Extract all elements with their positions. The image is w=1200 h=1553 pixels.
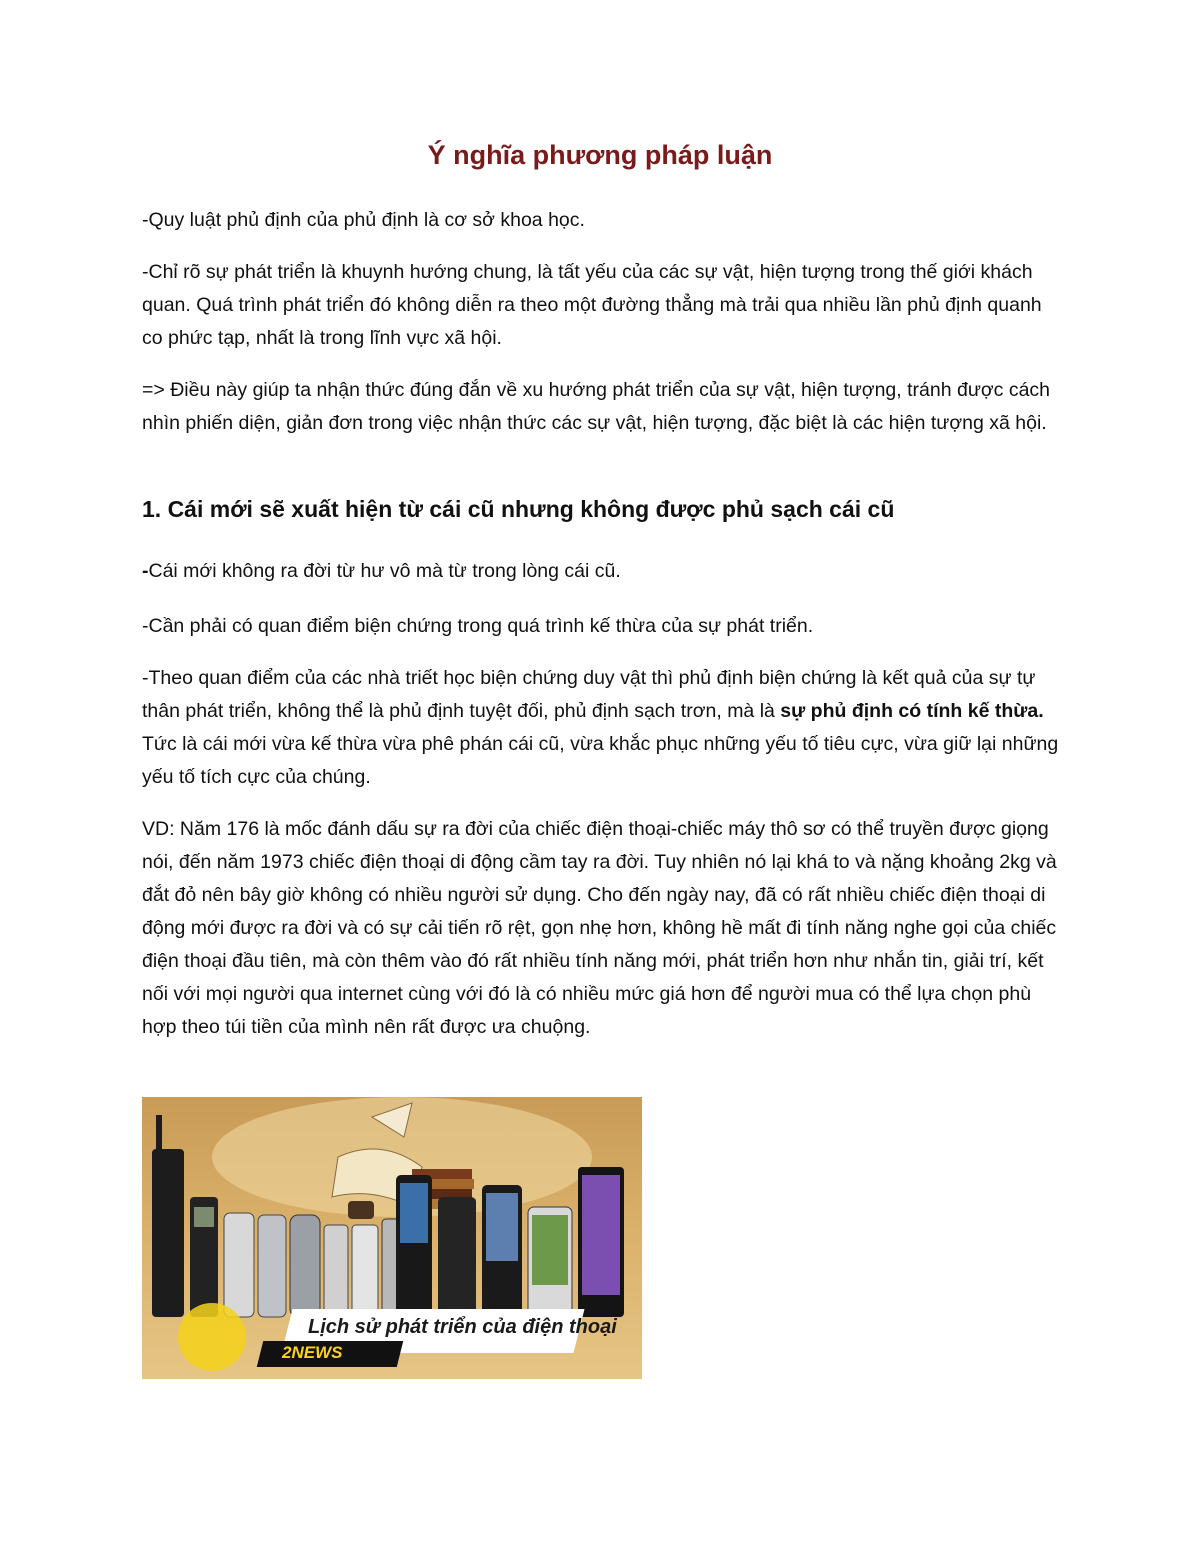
paragraph-development: -Chỉ rõ sự phát triển là khuynh hướng chung, là tất yếu của các sự vật, hiện tượng trong thế giới khách quan. Quá trình phát triển đó không diễn ra theo một đường thẳng mà trải qua nhiều lần phủ định quanh co phức tạp, nhất là trong lĩnh vực xã hội.	[142, 261, 1042, 349]
paragraph-new-from-old-text: Cái mới không ra đời từ hư vô mà từ trong lòng cái cũ.	[148, 560, 621, 582]
paragraph-inheritance	[142, 662, 1062, 794]
paragraph-basis: -Quy luật phủ định của phủ định là cơ sở khoa học.	[142, 209, 585, 231]
brand-logo: 2NEWS	[282, 1343, 343, 1362]
section-heading-1: 1. Cái mới sẽ xuất hiện từ cái cũ nhưng không được phủ sạch cái cũ	[142, 496, 895, 522]
inheritance-text-b: Tức là cái mới vừa kế thừa vừa phê phán cái cũ, vừa khắc phục những yếu tố tiêu cực, vừa giữ lại những yếu tố tích cực của chúng.	[142, 733, 1059, 788]
image-caption: Lịch sử phát triển của điện thoại	[308, 1316, 617, 1338]
inheritance-bold-phrase: sự phủ định có tính kế thừa.	[780, 700, 1044, 722]
paragraph-new-from-old	[142, 555, 1062, 588]
paragraph-example: VD: Năm 176 là mốc đánh dấu sự ra đời của chiếc điện thoại-chiếc máy thô sơ có thể truyền được giọng nói, đến năm 1973 chiếc điện thoại di động cầm tay ra đời. Tuy nhiên nó lại khá to và nặng khoảng 2kg và đắt đỏ nên bây giờ không có nhiều người sử dụng. Cho đến ngày nay, đã có rất nhiều chiếc điện thoại di động mới được ra đời và có sự cải tiến rõ rệt, gọn nhẹ hơn, không hề mất đi tính năng nghe gọi của chiếc điện thoại đầu tiên, mà còn thêm vào đó rất nhiều tính năng mới, phát triển hơn như nhắn tin, giải trí, kết nối với mọi người qua internet cùng với đó là có nhiều mức giá hơn để người mua có thể lựa chọn phù hợp theo túi tiền của mình nên rất được ưa chuộng.	[142, 818, 1057, 1038]
phone-history-image	[142, 1097, 642, 1379]
paragraph-conclusion: => Điều này giúp ta nhận thức đúng đắn về xu hướng phát triển của sự vật, hiện tượng, tránh được cách nhìn phiến diện, giản đơn trong việc nhận thức các sự vật, hiện tượng, đặc biệt là các hiện tượng xã hội.	[142, 379, 1051, 434]
paragraph-dialectic-view: -Cần phải có quan điểm biện chứng trong quá trình kế thừa của sự phát triển.	[142, 615, 814, 637]
paragraph-lead-dash: -	[142, 560, 149, 582]
inheritance-text-a: -Theo quan điểm của các nhà triết học biện chứng duy vật thì phủ định biện chứng là kết quả của sự tự thân phát triển, không thể là phủ định tuyệt đối, phủ định sạch trơn, mà là	[142, 667, 1036, 722]
page-title: Ý nghĩa phương pháp luận	[427, 140, 773, 170]
